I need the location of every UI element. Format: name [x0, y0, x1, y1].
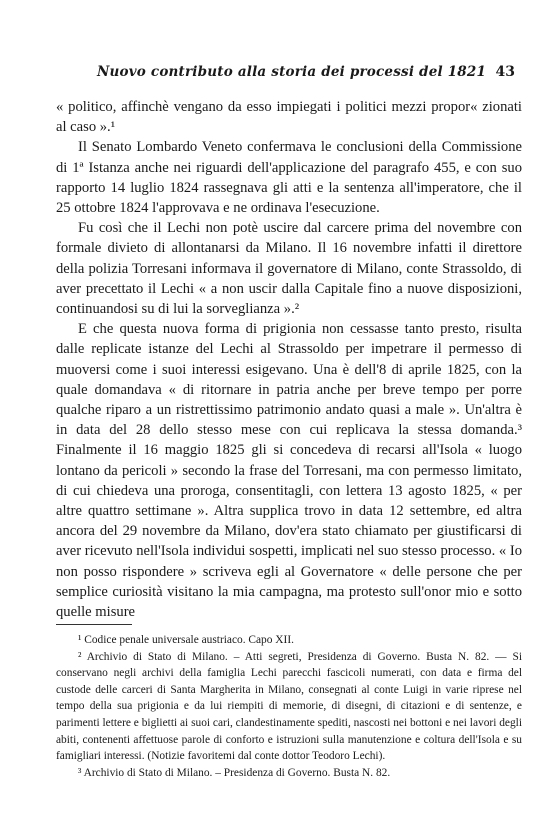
- page-number: 43: [495, 64, 515, 80]
- running-title: Nuovo contributo alla storia dei processi del 1821: [97, 64, 487, 80]
- paragraph-senato: Il Senato Lombardo Veneto confermava le conclusioni della Commissione di 1ª Istanza anche nei riguardi dell'applicazione del paragrafo 455, e con suo rapporto 14 luglio 1824 rassegnava gli atti e la sentenza all'imperatore, che il 25 ottobre 1824 l'approvava e ne ordinava l'esecuzione.: [56, 139, 522, 217]
- paragraph-prigionia: E che questa nuova forma di prigionia non cessasse tanto presto, risulta dalle replicate istanze del Lechi al Strassoldo per impetrare il permesso di muoversi come i suoi interessi esigevano. Una è dell'8 di aprile 1825, con la quale domandava « di ritornare in patria anche per breve tempo per porre qualche riparo a un ristrettissimo patrimonio andato quasi a male ». Un'altra è in data del 28 dello stesso mese con cui replicava la stessa domanda.³ Finalmente il 16 maggio 1825 gli si concedeva di recarsi all'Isola « luogo lontano da pericoli » secondo la frase del Torresani, ma con permesso limitato, di cui chiedeva una proroga, consentitagli, con lettera 13 agosto 1825, « per altre quattro settimane ». Altra supplica trovo in data 12 settembre, ed altra ancora del 29 novembre da Milano, dov'era stato chiamato per giustificarsi di aver ricevuto nell'Isola individui sospetti, implicati nel suo stesso processo. « Io non posso rispondere » scriveva egli al Governatore « delle persone che per semplice curiosità visitano la mia campagna, ma protesto sull'onor mio e sotto quelle misure: [56, 321, 522, 621]
- main-text: [56, 97, 522, 622]
- footnote-1: ¹ Codice penale universale austriaco. Capo XII.: [78, 634, 294, 646]
- running-header: [55, 64, 515, 84]
- footnote-2: ² Archivio di Stato di Milano. – Atti segreti, Presidenza di Governo. Busta N. 82. — Si conservano negli archivi della famiglia Lechi parecchi fascicoli numerati, con data e firma del custode delle carceri di Santa Margherita in Milano, consegnati al conte Luigi in varie riprese nel tempo della sua prigionia e da lui riempiti di memorie, di disegni, di citazioni e di sentenze, e parimenti lettere e biglietti ai suoi cari, clandestinamente spediti, nascosti nei bottoni e nei lavori degli abiti, contenenti affettuose parole di conforto e istruzioni sulla manutenzione e coltura dell'Isola e su famigliari interessi. (Notizie favoritemi dal conte dottor Teodoro Lechi).: [56, 650, 522, 763]
- paragraph-lechi-carcere: Fu così che il Lechi non potè uscire dal carcere prima del novembre con formale divieto di allontanarsi da Milano. Il 16 novembre infatti il direttore della polizia Torresani informava il governatore di Milano, conte Strassoldo, di aver precettato il Lechi « a non uscir dalla Capitale fino a nuove disposizioni, continuandosi su di lui la sorveglianza ».²: [56, 220, 522, 318]
- footnotes: [56, 628, 522, 781]
- footnote-separator: [56, 624, 132, 625]
- paragraph-continuation: « politico, affinchè vengano da esso impiegati i politici mezzi propor« zionati al caso ».¹: [56, 99, 522, 136]
- footnote-3: ³ Archivio di Stato di Milano. – Presidenza di Governo. Busta N. 82.: [78, 766, 391, 779]
